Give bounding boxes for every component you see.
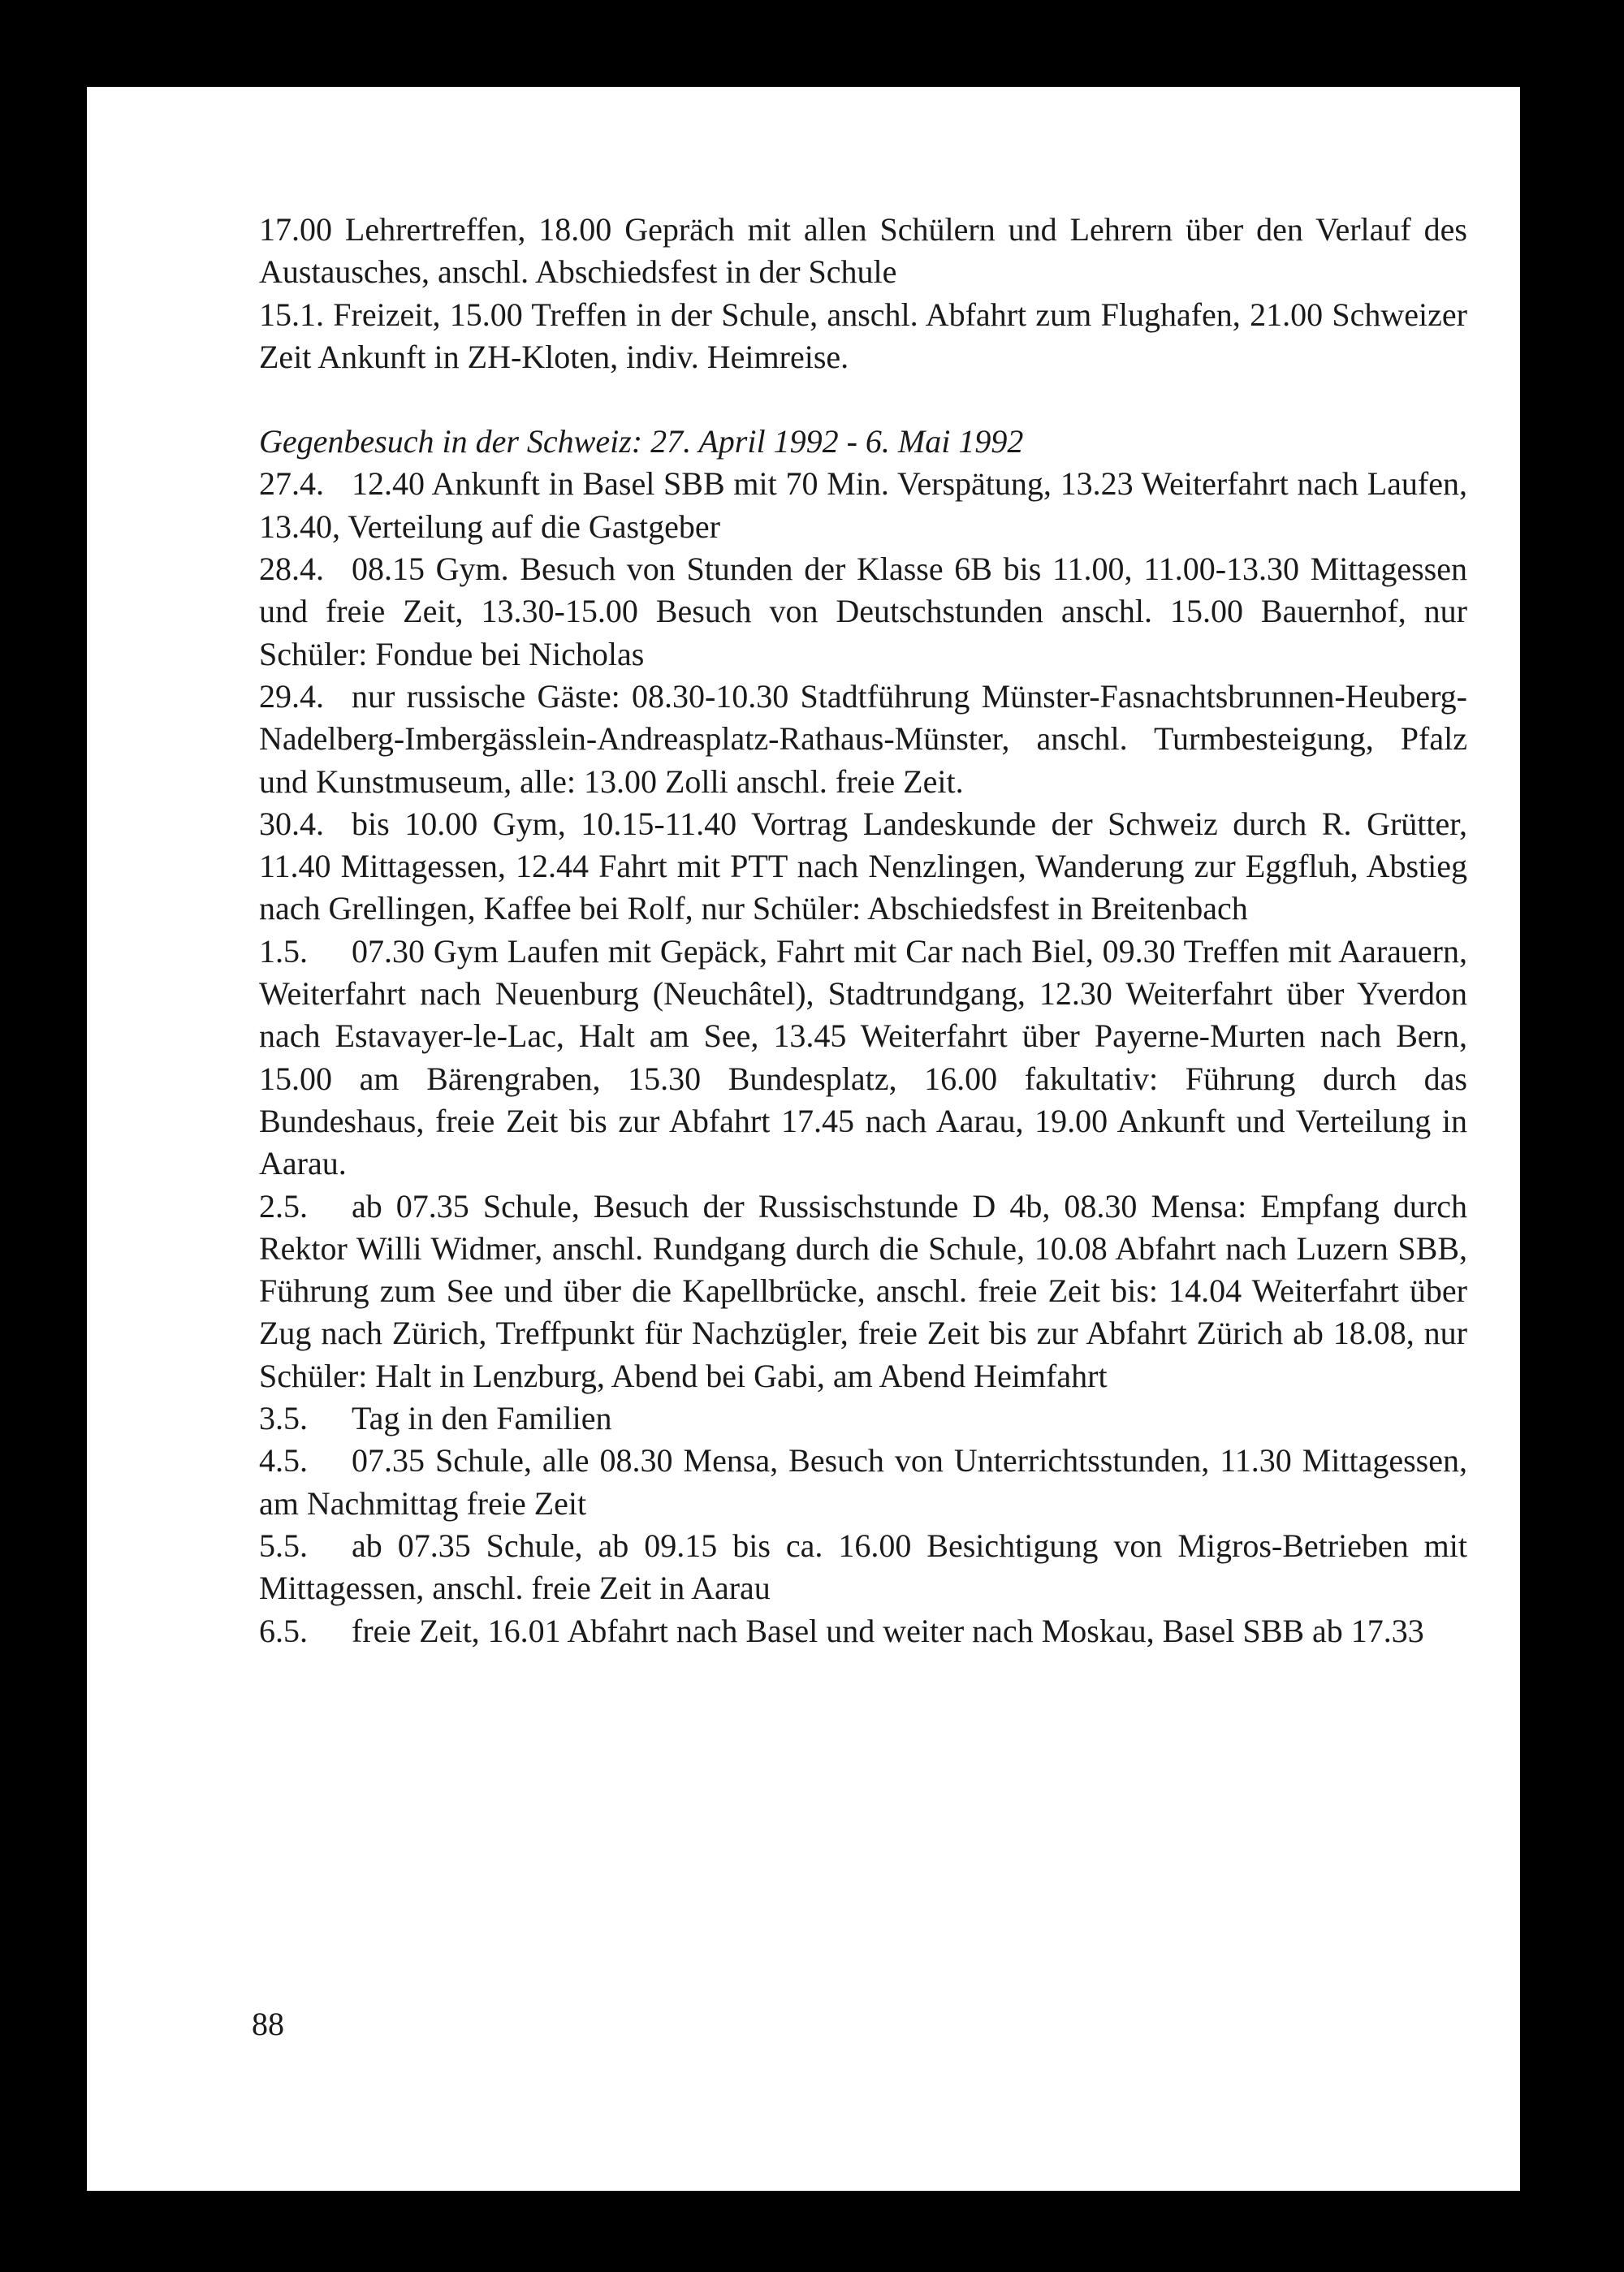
entry-date: 3.5. [259, 1400, 308, 1437]
schedule-entry [259, 1440, 1467, 1525]
schedule-entry [259, 1397, 1467, 1440]
entry-date: 4.5. [259, 1442, 308, 1479]
page-content [259, 209, 1467, 1652]
schedule-entry [259, 463, 1467, 548]
entry-date: 2.5. [259, 1187, 308, 1225]
section-heading: Gegenbesuch in der Schweiz: 27. April 1992 - 6. Mai 1992 [259, 423, 1024, 460]
entry-text: Tag in den Familien [352, 1400, 612, 1437]
entry-date: 6.5. [259, 1612, 308, 1649]
entry-text: 08.15 Gym. Besuch von Stunden der Klasse 6B bis 11.00, 11.00-13.30 Mittagessen und freie Zeit, 13.30-15.00 Besuch von Deutschstunden anschl. 15.00 Bauernhof, nur Schüler: Fondue bei Nicholas [259, 551, 1467, 672]
document-page [87, 87, 1520, 2191]
entry-text: ab 07.35 Schule, Besuch der Russischstunde D 4b, 08.30 Mensa: Empfang durch Rektor Willi Widmer, anschl. Rundgang durch die Schule, 10.08 Abfahrt nach Luzern SBB, Führung zum See und über die Kapellbrücke, anschl. freie Zeit bis: 14.04 Weiterfahrt über Zug nach Zürich, Treffpunkt für Nachzügler, freie Zeit bis zur Abfahrt Zürich ab 18.08, nur Schüler: Halt in Lenzburg, Abend bei Gabi, am Abend Heimfahrt [259, 1187, 1467, 1394]
entry-text: freie Zeit, 16.01 Abfahrt nach Basel und weiter nach Moskau, Basel SBB ab 17.33 [352, 1612, 1424, 1649]
schedule-entry [259, 1525, 1467, 1610]
entry-date: 29.4. [259, 677, 324, 715]
intro-paragraph-1: 17.00 Lehrertreffen, 18.00 Gepräch mit allen Schülern und Lehrern über den Verlauf des Austausches, anschl. Abschiedsfest in der Schule [259, 211, 1467, 291]
entry-date: 27.4. [259, 465, 324, 503]
entry-text: 07.30 Gym Laufen mit Gepäck, Fahrt mit Car nach Biel, 09.30 Treffen mit Aarauern, Weiterfahrt nach Neuenburg (Neuchâtel), Stadtrundgang, 12.30 Weiterfahrt über Yverdon nach Estavayer-le-Lac, Halt am See, 13.45 Weiterfahrt über Payerne-Murten nach Bern, 15.00 am Bärengraben, 15.30 Bundesplatz, 16.00 fakultativ: Führung durch das Bundeshaus, freie Zeit bis zur Abfahrt 17.45 nach Aarau, 19.00 Ankunft und Verteilung in Aarau. [259, 932, 1467, 1182]
entry-text: 12.40 Ankunft in Basel SBB mit 70 Min. Verspätung, 13.23 Weiterfahrt nach Laufen, 13.40, Verteilung auf die Gastgeber [259, 465, 1467, 545]
entry-text: nur russische Gäste: 08.30-10.30 Stadtführung Münster-Fasnachtsbrunnen-Heuberg-Nadelberg-Imbergässlein-Andreasplatz-Rathaus-Münster, anschl. Turmbesteigung, Pfalz und Kunstmuseum, alle: 13.00 Zolli anschl. freie Zeit. [259, 677, 1467, 800]
entry-text: 07.35 Schule, alle 08.30 Mensa, Besuch von Unterrichtsstunden, 11.30 Mittagessen, am Nachmittag freie Zeit [259, 1442, 1467, 1522]
entry-date: 1.5. [259, 932, 308, 970]
intro-paragraph-2: 15.1. Freizeit, 15.00 Treffen in der Schule, anschl. Abfahrt zum Flughafen, 21.00 Schweizer Zeit Ankunft in ZH-Kloten, indiv. Heimreise. [259, 296, 1467, 375]
schedule-entry [259, 931, 1467, 1186]
entry-date: 28.4. [259, 551, 324, 588]
entry-date: 5.5. [259, 1527, 308, 1564]
schedule-entry [259, 676, 1467, 803]
schedule-entry [259, 1610, 1467, 1652]
entry-date: 30.4. [259, 805, 324, 842]
schedule-entry [259, 548, 1467, 676]
schedule-entry [259, 1186, 1467, 1397]
schedule-entry [259, 803, 1467, 931]
entry-text: bis 10.00 Gym, 10.15-11.40 Vortrag Landeskunde der Schweiz durch R. Grütter, 11.40 Mittagessen, 12.44 Fahrt mit PTT nach Nenzlingen, Wanderung zur Eggfluh, Abstieg nach Grellingen, Kaffee bei Rolf, nur Schüler: Abschiedsfest in Breitenbach [259, 805, 1467, 927]
page-number: 88 [252, 2006, 284, 2042]
entry-text: ab 07.35 Schule, ab 09.15 bis ca. 16.00 Besichtigung von Migros-Betrieben mit Mittagessen, anschl. freie Zeit in Aarau [259, 1527, 1467, 1607]
